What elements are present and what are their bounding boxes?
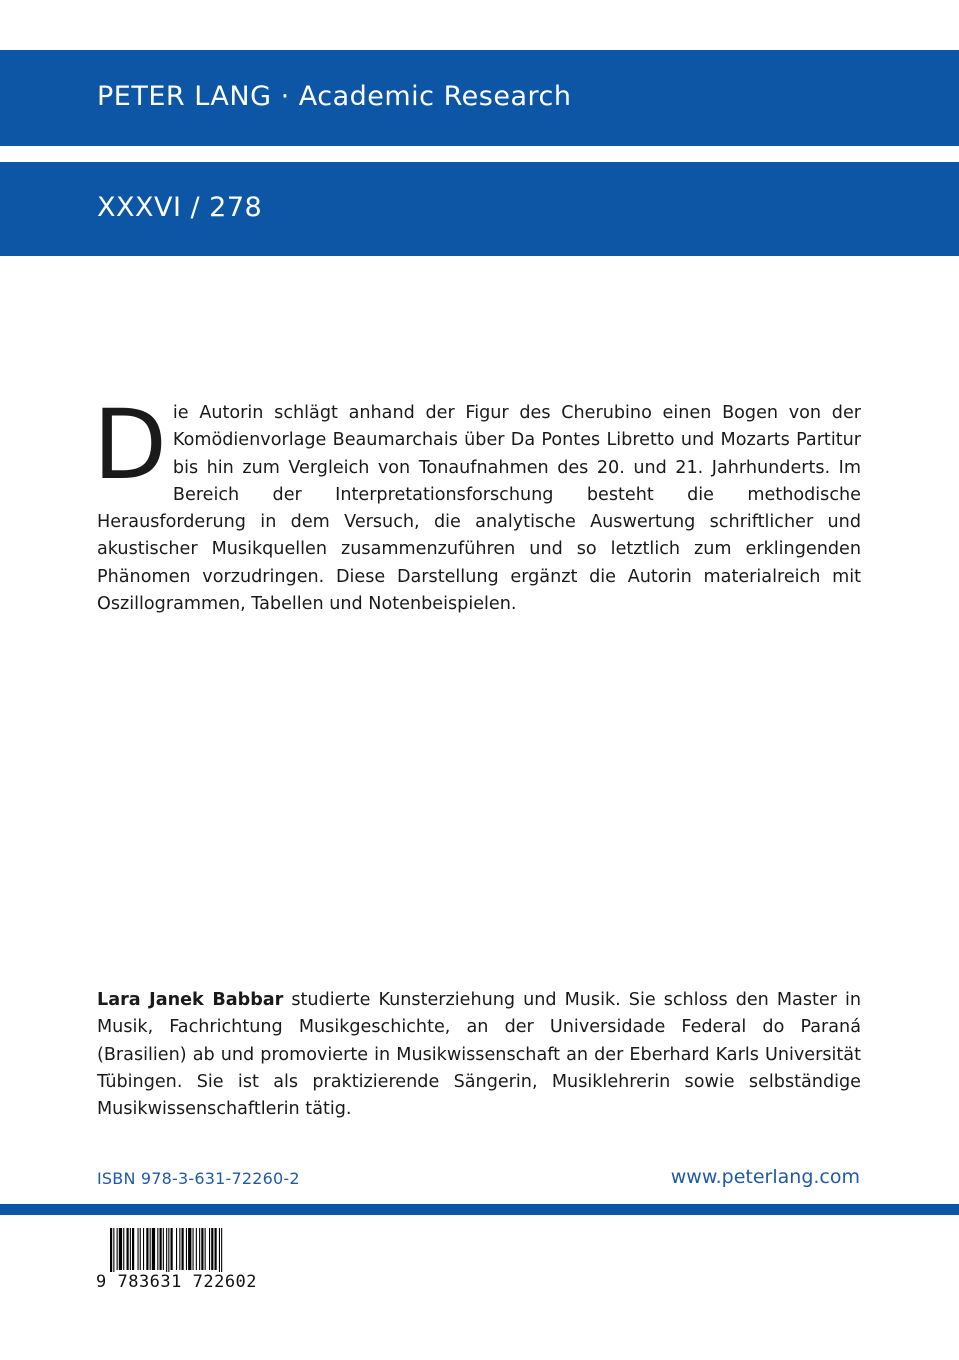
barcode-bar	[199, 1228, 200, 1270]
publisher-url-link[interactable]: www.peterlang.com	[670, 1166, 860, 1188]
barcode-bar	[171, 1228, 173, 1270]
barcode-bar	[221, 1228, 222, 1272]
publisher-band	[0, 50, 959, 146]
barcode-bar	[117, 1228, 118, 1270]
barcode-bar	[140, 1228, 141, 1270]
barcode-bar	[219, 1228, 220, 1272]
barcode-bar	[166, 1228, 167, 1272]
barcode-bar	[152, 1228, 155, 1270]
barcode-bar	[215, 1228, 217, 1270]
author-name: Lara Janek Babbar	[97, 990, 284, 1010]
barcode-bar	[119, 1228, 122, 1270]
barcode-bar	[138, 1228, 139, 1270]
book-blurb	[93, 389, 861, 618]
barcode-bar	[113, 1228, 114, 1272]
barcode-bar	[163, 1228, 164, 1270]
barcode-bar	[209, 1228, 210, 1270]
barcode-bar	[182, 1228, 184, 1270]
barcode-bar	[193, 1228, 194, 1270]
barcode-bar	[110, 1228, 112, 1272]
bio-text: studierte Kunsterziehung und Musik. Sie schloss den Master in Musik, Fachrichtung Musikgeschichte, an der Universidade Federal do Paraná (Brasilien) ab und promovierte in Musikwissenschaft an der Eberhard Karls Universität Tübingen. Sie ist als praktizierende Sängerin, Musiklehrerin sowie selbständige Musikwissenschaftlerin tätig.	[97, 990, 861, 1120]
barcode-bar	[211, 1228, 213, 1270]
barcode-bar	[132, 1228, 134, 1270]
barcode-bar	[160, 1228, 162, 1270]
barcode-bar	[168, 1228, 169, 1272]
blurb-text: ie Autorin schlägt anhand der Figur des Cherubino einen Bogen von der Komödienvorlage Beaumarchais über Da Pontes Libretto und Mozarts Partitur bis hin zum Vergleich von Tonaufnahmen des 20. und 21. Jahrhunderts. Im Bereich der Interpretationsforschung besteht die methodische Herausforderung in dem Versuch, die analytische Auswertung schriftlicher und akustischer Musikquellen zusammenzuführen und so letztlich zum erklingenden Phänomen vorzudringen. Diese Darstellung ergänzt die Autorin materialreich mit Oszillogrammen, Tabellen und Notenbeispielen.	[97, 403, 861, 615]
barcode-bars-icon	[96, 1226, 298, 1272]
barcode-bar	[157, 1228, 158, 1270]
footer-rule	[0, 1204, 959, 1215]
barcode-bar	[123, 1228, 124, 1270]
series-number: XXXVI / 278	[97, 192, 263, 223]
barcode-bar	[127, 1228, 129, 1270]
series-band	[0, 162, 959, 256]
isbn-label: ISBN 978-3-631-72260-2	[97, 1169, 300, 1188]
barcode-bar	[130, 1228, 131, 1270]
author-bio	[97, 987, 861, 1123]
barcode-bar	[176, 1228, 177, 1270]
barcode-bar	[146, 1228, 148, 1270]
isbn-barcode	[96, 1226, 298, 1294]
publisher-line: PETER LANG · Academic Research	[97, 81, 572, 112]
barcode-bar	[150, 1228, 151, 1270]
barcode-bar	[188, 1228, 191, 1270]
dropcap-letter: D	[93, 389, 167, 501]
barcode-bar	[196, 1228, 197, 1270]
barcode-digits: 9 783631 722602	[96, 1272, 258, 1292]
barcode-bar	[143, 1228, 144, 1270]
barcode-bar	[205, 1228, 206, 1270]
barcode-bar	[201, 1228, 203, 1270]
barcode-bar	[179, 1228, 180, 1270]
barcode-bar	[186, 1228, 187, 1270]
